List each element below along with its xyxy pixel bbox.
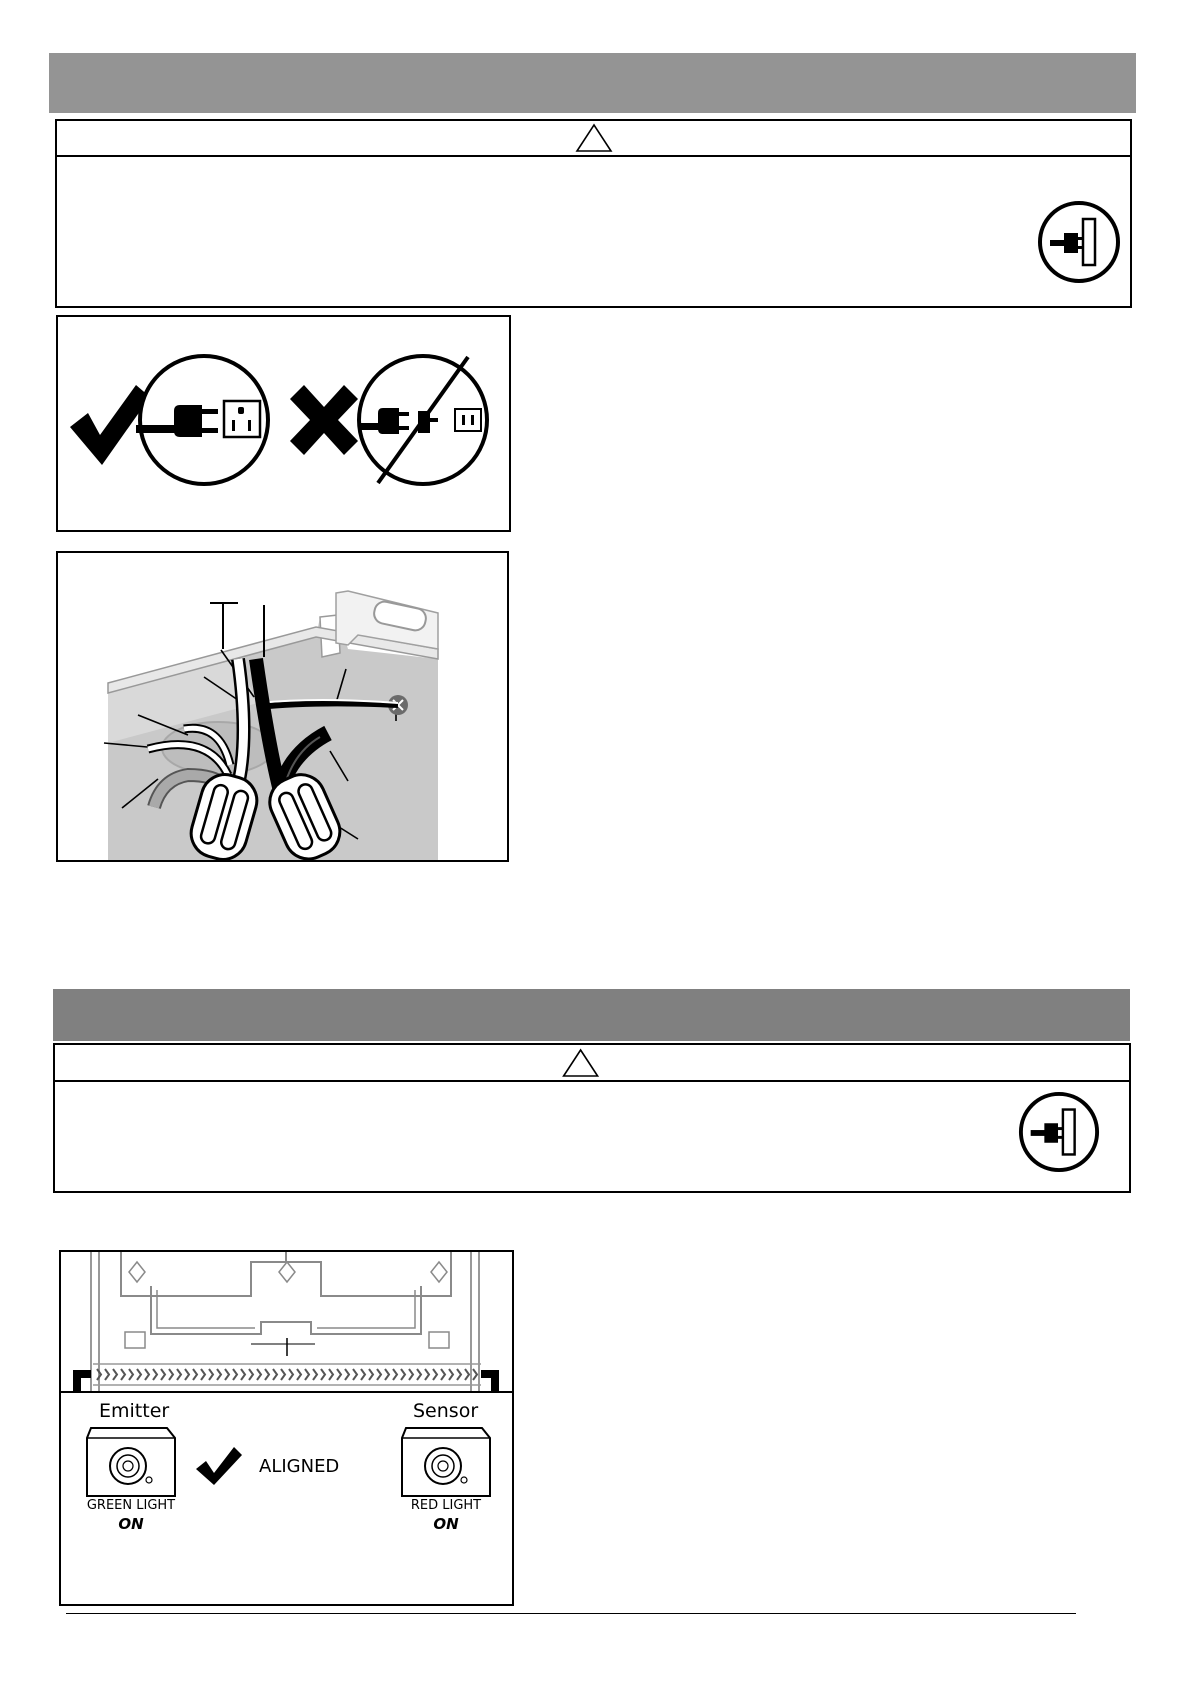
door-frame-illustration [61,1252,512,1402]
beam-chevron [329,1369,333,1380]
beam-chevron [425,1369,429,1380]
beam-chevron [145,1369,149,1380]
sensor-beam [93,1364,481,1385]
beam-chevron [393,1369,397,1380]
warning-header [55,1045,1129,1082]
beam-chevron [153,1369,157,1380]
beam-chevron [345,1369,349,1380]
beam-chevron [129,1369,133,1380]
outlet-illustration [58,317,509,530]
warning-box [53,1043,1131,1193]
wiring-figure [56,551,509,862]
beam-chevron [353,1369,357,1380]
beam-chevron [177,1369,181,1380]
beam-chevron [169,1369,173,1380]
beam-chevron [417,1369,421,1380]
emitter-device-icon [83,1424,179,1498]
unplug-power-icon [1017,1090,1101,1174]
outlet-figure [56,315,511,532]
warning-header [57,121,1130,157]
beam-chevron [289,1369,293,1380]
beam-chevron [113,1369,117,1380]
beam-chevron [337,1369,341,1380]
beam-chevron [449,1369,453,1380]
beam-chevron [473,1369,477,1380]
beam-chevron [321,1369,325,1380]
sensor-light-state: ON [433,1515,459,1533]
junction-box-wiring-illustration [58,553,507,860]
x-mark-icon [290,385,358,455]
sensor-light-label: RED LIGHT [410,1498,482,1513]
beam-chevron [273,1369,277,1380]
beam-chevron [121,1369,125,1380]
sensor-device-icon [398,1424,494,1498]
warning-box [55,119,1132,308]
sensor-label: Sensor [413,1400,479,1422]
beam-chevron [185,1369,189,1380]
beam-chevron [465,1369,469,1380]
beam-chevron [361,1369,365,1380]
beam-chevron [241,1369,245,1380]
beam-chevron [401,1369,405,1380]
beam-chevron [441,1369,445,1380]
beam-chevron [385,1369,389,1380]
beam-chevron [201,1369,205,1380]
beam-chevron [265,1369,269,1380]
emitter-light-label: GREEN LIGHT [86,1498,176,1513]
beam-chevron [161,1369,165,1380]
beam-chevron [281,1369,285,1380]
beam-chevron [433,1369,437,1380]
warning-triangle-icon [562,1048,600,1078]
beam-chevron [377,1369,381,1380]
beam-chevrons [97,1369,477,1380]
beam-chevron [257,1369,261,1380]
sensor-alignment-figure [59,1250,514,1606]
section-header-band [49,53,1136,113]
beam-chevron [209,1369,213,1380]
beam-chevron [305,1369,309,1380]
beam-chevron [409,1369,413,1380]
emitter-label: Emitter [99,1400,170,1422]
aligned-label: ALIGNED [259,1456,340,1477]
emitter-light-state: ON [118,1515,144,1533]
beam-chevron [457,1369,461,1380]
beam-chevron [193,1369,197,1380]
beam-chevron [225,1369,229,1380]
footer-rule [66,1613,1076,1614]
beam-chevron [297,1369,301,1380]
beam-chevron [137,1369,141,1380]
beam-chevron [369,1369,373,1380]
beam-chevron [249,1369,253,1380]
section-header-band [53,989,1130,1041]
beam-chevron [313,1369,317,1380]
check-icon [194,1445,244,1487]
beam-chevron [105,1369,109,1380]
unplug-power-icon [1036,199,1122,285]
beam-chevron [233,1369,237,1380]
warning-triangle-icon [575,123,613,153]
beam-chevron [217,1369,221,1380]
